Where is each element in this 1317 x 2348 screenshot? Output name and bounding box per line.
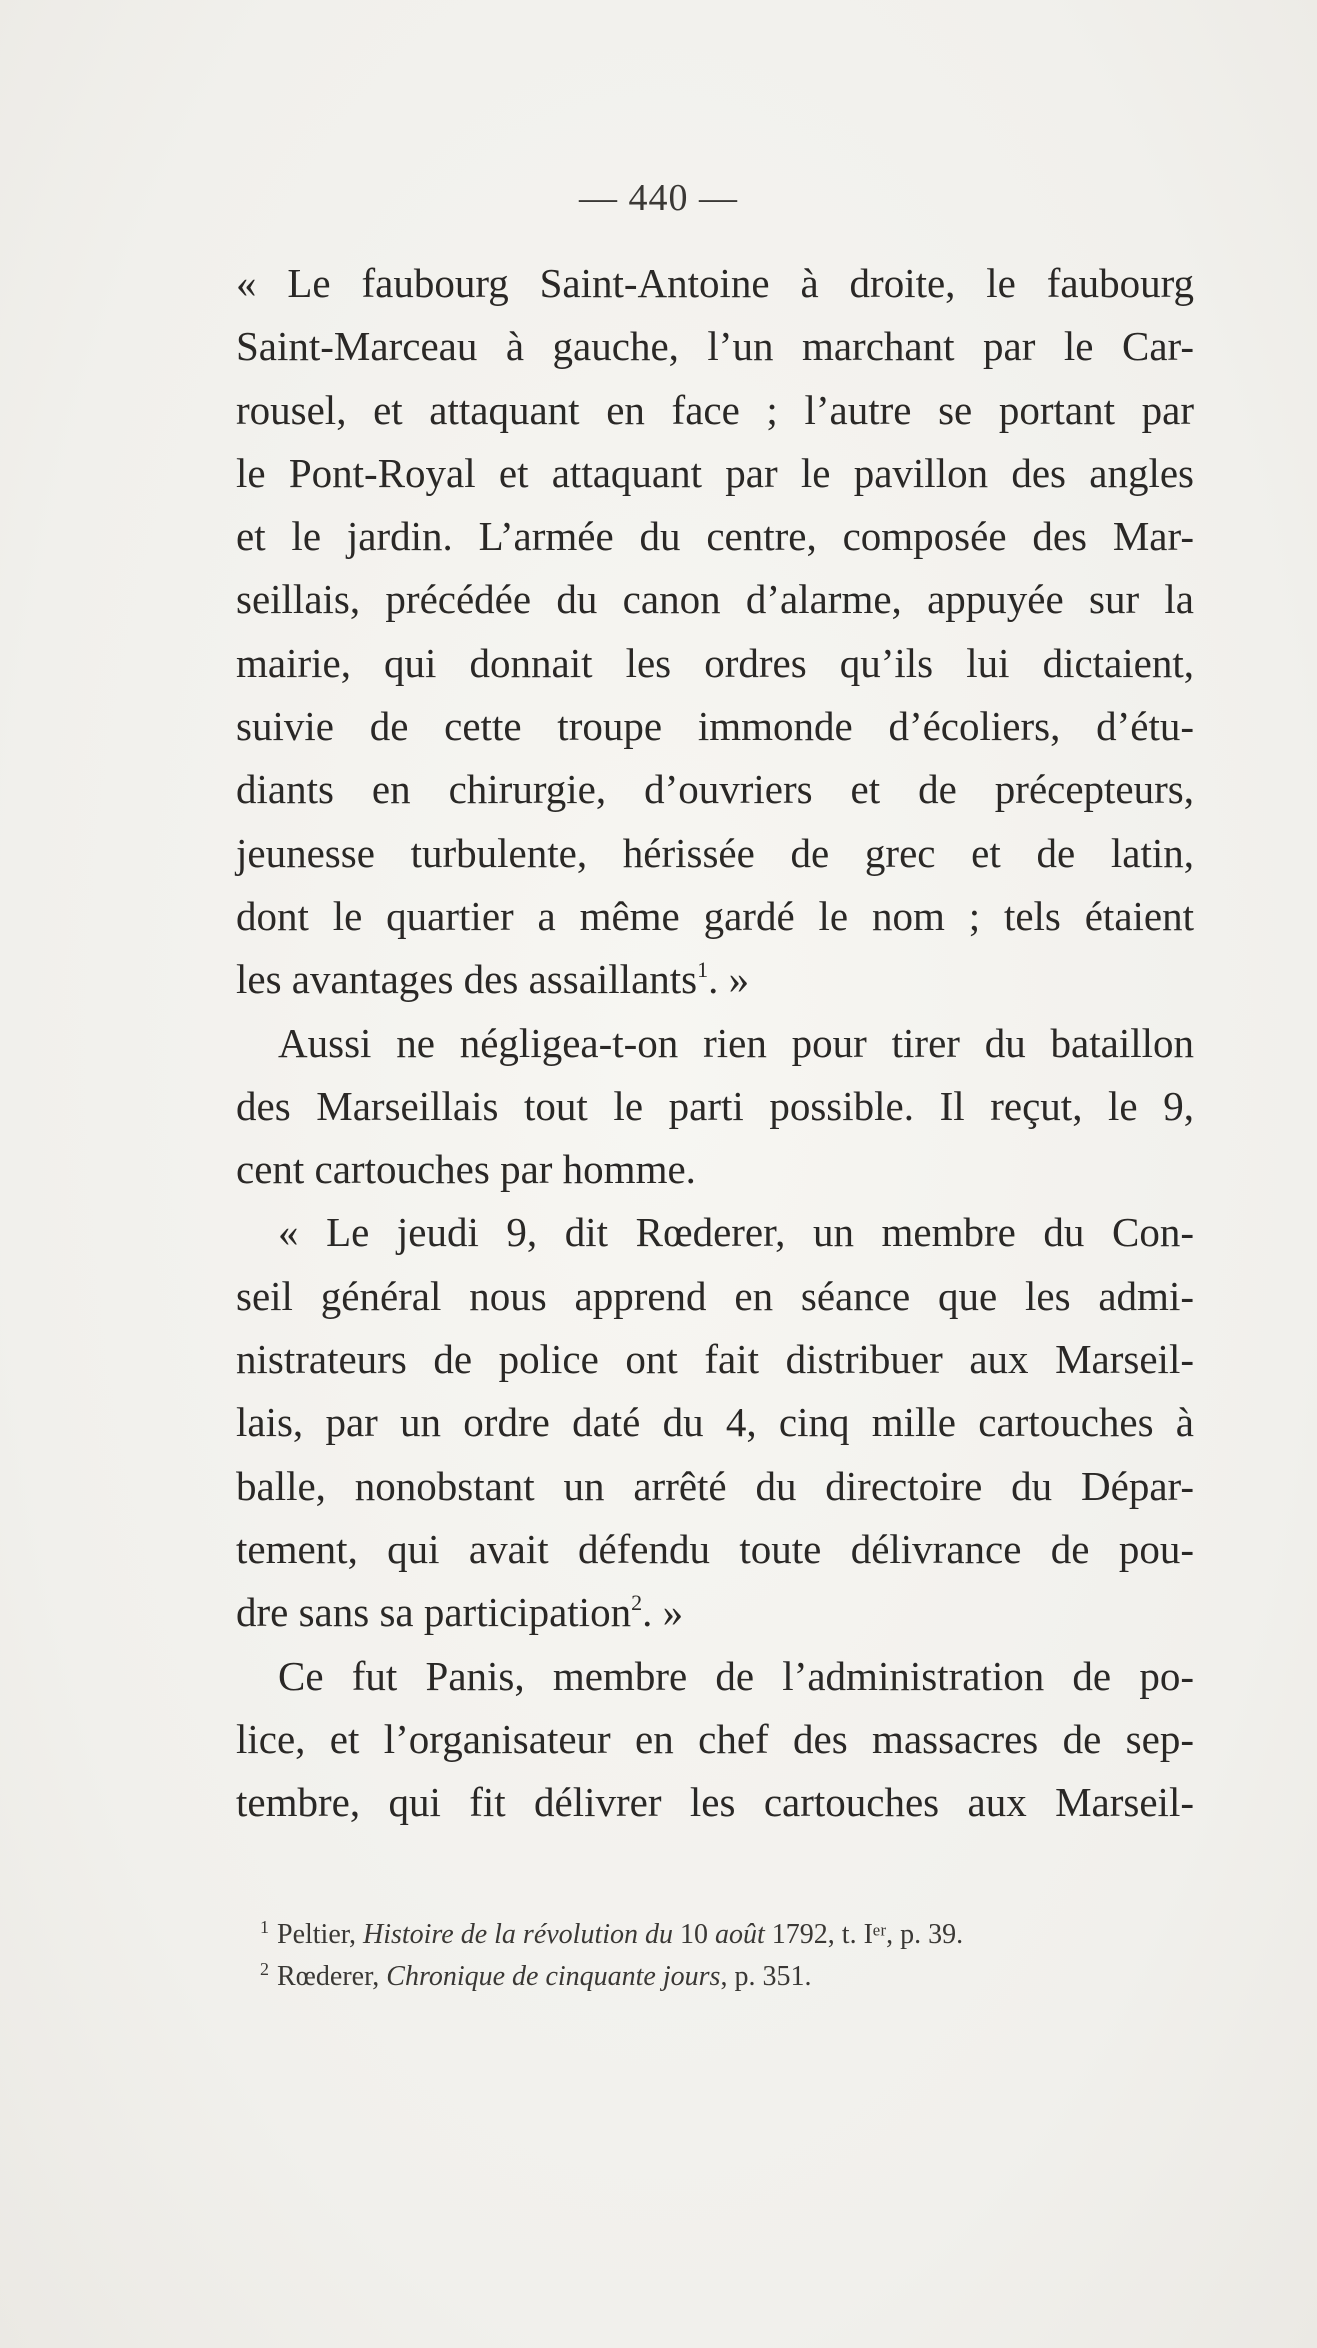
text-line-content: suivie de cette troupe immonde d’écoliers, d’étu- <box>236 703 1194 750</box>
footnotes <box>260 1906 1194 1990</box>
footnote-detail-continued: 1792, t. Iᵉʳ, p. 39. <box>764 1919 964 1950</box>
text-line <box>236 948 1194 1011</box>
text-line <box>236 1328 1194 1391</box>
text-line-content: les avantages des assaillants <box>236 956 698 1003</box>
text-line-content: tement, qui avait défendu toute délivrance de pou- <box>236 1525 1194 1572</box>
text-line-content: seil général nous apprend en séance que les admi- <box>236 1272 1194 1319</box>
body-text <box>236 252 1194 1834</box>
text-line-content: mairie, qui donnait les ordres qu’ils lui dictaient, <box>236 639 1194 686</box>
footnote-detail: 10 <box>673 1919 716 1950</box>
text-line-tail: . » <box>708 956 750 1003</box>
text-line <box>236 442 1194 505</box>
footnote-title-continued: août <box>715 1919 765 1950</box>
text-line <box>236 1645 1194 1708</box>
text-line <box>236 1708 1194 1771</box>
footnote-reference: 2 <box>631 1590 643 1616</box>
text-line-content: le Pont-Royal et attaquant par le pavillon des angles <box>236 449 1194 496</box>
text-line-content: Saint-Marceau à gauche, l’un marchant par le Car- <box>236 323 1194 370</box>
footnote-reference: 1 <box>697 957 709 983</box>
text-line <box>236 1138 1194 1201</box>
text-line <box>236 1391 1194 1454</box>
text-line <box>236 379 1194 442</box>
text-line <box>236 885 1194 948</box>
text-line-content: tembre, qui fit délivrer les cartouches aux Marseil- <box>236 1779 1194 1826</box>
text-line-content: balle, nonobstant un arrêté du directoire du Dépar- <box>236 1462 1194 1509</box>
footnote-author: Peltier, <box>277 1919 363 1950</box>
text-line <box>236 1581 1194 1644</box>
text-line-content: dont le quartier a même gardé le nom ; tels étaient <box>236 892 1194 939</box>
text-line-content: dre sans sa participation <box>236 1589 632 1636</box>
text-line-content: nistrateurs de police ont fait distribuer aux Marseil- <box>236 1336 1194 1383</box>
text-line <box>236 315 1194 378</box>
footnote-marker: 1 <box>260 1917 269 1937</box>
text-line-content: et le jardin. L’armée du centre, composée des Mar- <box>236 513 1194 560</box>
footnote-detail: , p. 351. <box>720 1961 812 1992</box>
text-line-tail: . » <box>642 1589 684 1636</box>
footnote-marker: 2 <box>260 1959 269 1979</box>
footnote-title: Histoire de la révolution du <box>362 1919 674 1950</box>
text-line <box>236 568 1194 631</box>
text-line-content: jeunesse turbulente, hérissée de grec et de latin, <box>236 829 1194 876</box>
text-line-content: rousel, et attaquant en face ; l’autre se portant par <box>236 386 1194 433</box>
text-line-content: « Le jeudi 9, dit Rœderer, un membre du Con- <box>278 1209 1194 1256</box>
footnote-author: Rœderer, <box>277 1961 387 1992</box>
text-line-content: lice, et l’organisateur en chef des massacres de sep- <box>236 1715 1194 1762</box>
text-line <box>236 505 1194 568</box>
text-line <box>236 1455 1194 1518</box>
text-line-content: cent cartouches par homme. <box>236 1146 696 1193</box>
text-line-content: Ce fut Panis, membre de l’administration de po- <box>278 1652 1194 1699</box>
footnote <box>260 1948 1194 1990</box>
text-line-content: lais, par un ordre daté du 4, cinq mille cartouches à <box>236 1399 1194 1446</box>
text-line <box>236 1075 1194 1138</box>
text-line-content: des Marseillais tout le parti possible. Il reçut, le 9, <box>236 1082 1194 1129</box>
page-number: — 440 — <box>579 177 738 219</box>
text-line <box>236 252 1194 315</box>
text-line <box>236 1771 1194 1834</box>
text-line <box>236 1201 1194 1264</box>
text-line <box>236 1518 1194 1581</box>
text-line <box>236 632 1194 695</box>
text-line-content: Aussi ne négligea-t-on rien pour tirer du bataillon <box>278 1019 1194 1066</box>
footnote <box>260 1906 1194 1948</box>
text-line <box>236 1265 1194 1328</box>
text-line-content: diants en chirurgie, d’ouvriers et de précepteurs, <box>236 766 1194 813</box>
text-line-content: « Le faubourg Saint-Antoine à droite, le faubourg <box>236 260 1194 306</box>
text-line-content: seillais, précédée du canon d’alarme, appuyée sur la <box>236 576 1194 623</box>
text-line <box>236 822 1194 885</box>
text-line <box>236 695 1194 758</box>
text-line <box>236 758 1194 821</box>
footnote-title: Chronique de cinquante jours <box>386 1961 721 1992</box>
text-line <box>236 1012 1194 1075</box>
